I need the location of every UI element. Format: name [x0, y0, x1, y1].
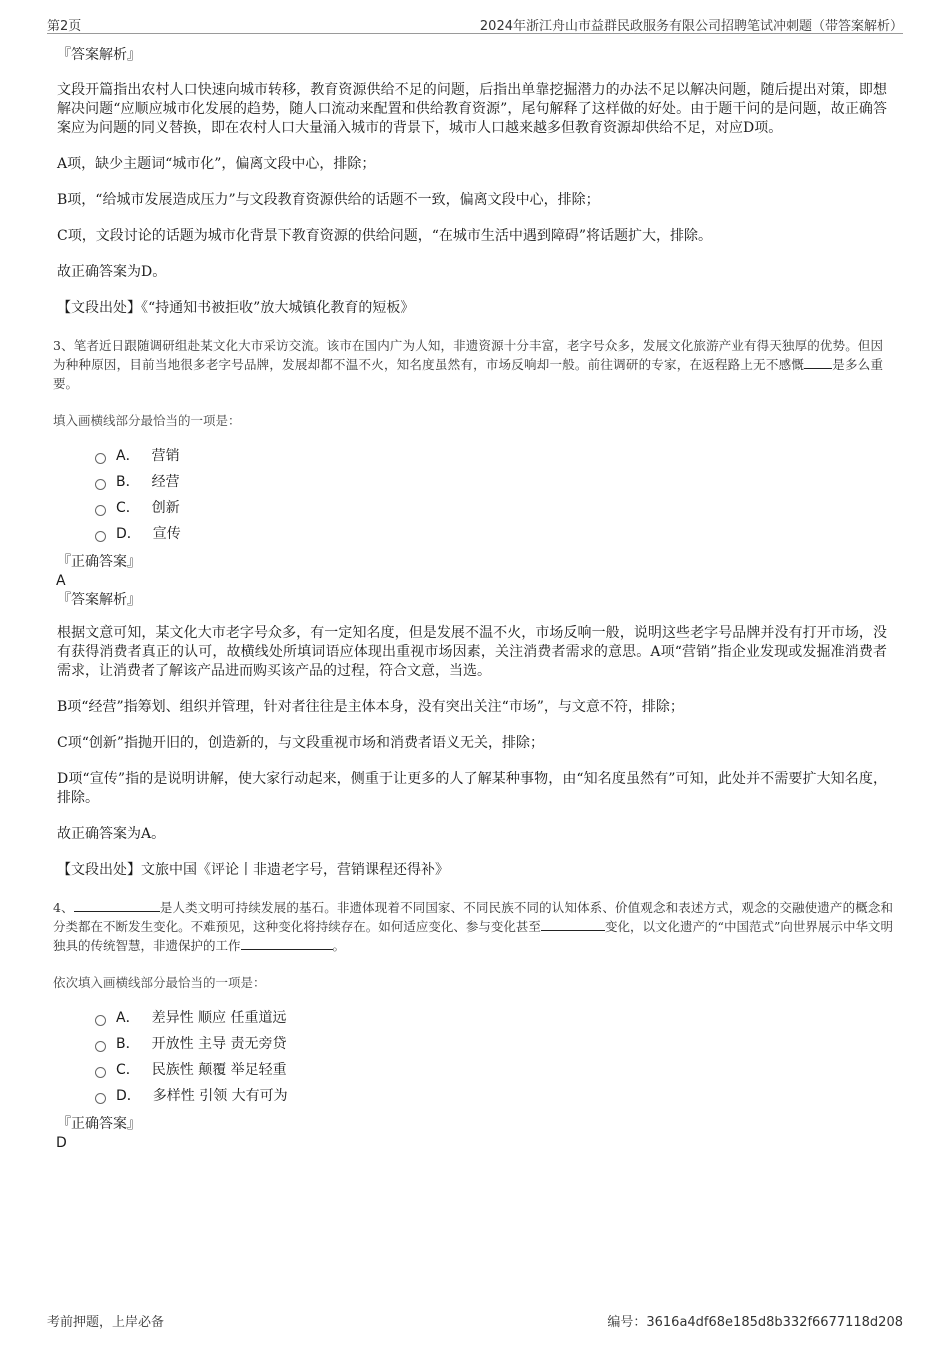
option-text: 经营 [151, 474, 180, 490]
option-text: 差异性 顺应 任重道远 [151, 1010, 287, 1026]
analysis-conclusion: 故正确答案为D。 [57, 264, 167, 280]
option-text: 宣传 [152, 526, 181, 542]
question-3-options [57, 443, 903, 547]
radio-icon[interactable] [95, 1041, 106, 1052]
question-4-blank-3 [241, 937, 333, 950]
question-3-stem [53, 336, 883, 393]
option-a[interactable]: A． 营销 [95, 443, 903, 469]
analysis-option-b: B项“经营”指筹划、组织并管理，针对者往往是主体本身，没有突出关注“市场”，与文意不符，排除； [57, 699, 684, 715]
question-4-blank-2 [541, 918, 605, 931]
option-c[interactable]: C． 创新 [95, 495, 903, 521]
analysis-paragraph: 根据文意可知，某文化大市老字号众多，有一定知名度，但是发展不温不火，市场反响一般，说明这些老字号品牌并没有打开市场，没有获得消费者真正的认可，故横线处所填词语应体现出重视市场因素，关注消费者需求的意思。A项“营销”指企业发现或发掘准消费者需求，让消费者了解该产品进而购买该产品的过程，符合文意，当选。 [57, 625, 887, 679]
analysis-label: 『答案解析』 [57, 592, 141, 608]
passage-source: 【文段出处】文旅中国《评论丨非遗老字号，营销课程还得补》 [57, 862, 449, 878]
question-3-prompt: 填入画横线部分最恰当的一项是： [53, 413, 241, 428]
document-code [607, 1311, 903, 1330]
option-text: 创新 [151, 500, 180, 516]
analysis-option-a: A项，缺少主题词“城市化”，偏离文段中心，排除； [57, 156, 376, 172]
analysis-option-c: C项，文段讨论的话题为城市化背景下教育资源的供给问题，“在城市生活中遇到障碍”将话题扩大，排除。 [57, 228, 713, 244]
option-d[interactable]: D． 多样性 引领 大有可为 [95, 1083, 903, 1109]
option-b[interactable]: B． 经营 [95, 469, 903, 495]
question-4-stem [53, 898, 893, 955]
question-4-prompt: 依次填入画横线部分最恰当的一项是： [53, 975, 266, 990]
analysis-label: 『答案解析』 [57, 47, 141, 63]
page-number: 第2页 [47, 19, 82, 34]
question-4-options [57, 1005, 903, 1109]
radio-icon[interactable] [95, 1067, 106, 1078]
option-text: 民族性 颠覆 举足轻重 [151, 1062, 287, 1078]
radio-icon[interactable] [95, 1015, 106, 1026]
question-4-blank-1 [74, 899, 160, 912]
option-d[interactable]: D． 宣传 [95, 521, 903, 547]
question-4-stem-text-2: 变化，以文化遗产的“中国范式”向世界展示中华文明独具的传统智慧，非遗保护的工作 [53, 919, 893, 953]
question-4-stem-text-1: 是人类文明可持续发展的基石。非遗体现着不同国家、不同民族不同的认知体系、价值观念和表述方式，观念的交融使遗产的概念和分类都在不断发生变化。不难预见，这种变化将持续存在。如何适应变化、参与变化甚至 [53, 900, 893, 934]
correct-answer-label: 『正确答案』 [57, 554, 141, 570]
radio-icon[interactable] [95, 531, 106, 542]
analysis-option-b: B项，“给城市发展造成压力”与文段教育资源供给的话题不一致，偏离文段中心，排除； [57, 192, 600, 208]
page-header [47, 11, 903, 34]
analysis-option-d: D项“宣传”指的是说明讲解，使大家行动起来，侧重于让更多的人了解某种事物，由“知名度虽然有”可知，此处并不需要扩大知名度，排除。 [57, 771, 887, 806]
correct-answer: D [56, 1135, 67, 1151]
question-3-stem-after: 是多么重要。 [53, 357, 883, 391]
option-c[interactable]: C． 民族性 颠覆 举足轻重 [95, 1057, 903, 1083]
analysis-conclusion: 故正确答案为A。 [57, 826, 166, 842]
radio-icon[interactable] [95, 479, 106, 490]
radio-icon[interactable] [95, 1093, 106, 1104]
option-a[interactable]: A． 差异性 顺应 任重道远 [95, 1005, 903, 1031]
option-text: 营销 [151, 448, 180, 464]
document-title: 2024年浙江舟山市益群民政服务有限公司招聘笔试冲刺题（带答案解析） [479, 19, 903, 34]
question-3-stem-text: 3、笔者近日跟随调研组赴某文化大市采访交流。该市在国内广为人知，非遗资源十分丰富，老字号众多，发展文化旅游产业有得天独厚的优势。但因为种种原因，目前当地很多老字号品牌，发展却都不温不火，知名度虽然有，市场反响却一般。前往调研的专家，在返程路上无不感慨 [53, 338, 883, 372]
code-value: 3616a4df68e185d8b332f6677118d208 [646, 1315, 903, 1330]
passage-source: 【文段出处】《“持通知书被拒收”放大城镇化教育的短板》 [57, 300, 415, 316]
radio-icon[interactable] [95, 505, 106, 516]
page-content [53, 44, 903, 1153]
code-label: 编号： [607, 1315, 647, 1330]
option-text: 开放性 主导 责无旁贷 [151, 1036, 287, 1052]
question-3-blank [804, 356, 832, 369]
footer-slogan: 考前押题，上岸必备 [47, 1315, 165, 1330]
question-4-stem-text-3: 。 [332, 938, 346, 953]
option-b[interactable]: B． 开放性 主导 责无旁贷 [95, 1031, 903, 1057]
option-text: 多样性 引领 大有可为 [152, 1088, 288, 1104]
question-4-number: 4、 [53, 900, 74, 915]
correct-answer-label: 『正确答案』 [57, 1116, 141, 1132]
analysis-paragraph: 文段开篇指出农村人口快速向城市转移，教育资源供给不足的问题，后指出单靠挖掘潜力的办法不足以解决问题，随后提出对策，即想解决问题“应顺应城市化发展的趋势，随人口流动来配置和供给教育资源”，尾句解释了这样做的好处。由于题干问的是问题，故正确答案应为问题的同义替换，即在农村人口大量涌入城市的背景下，城市人口越来越多但教育资源却供给不足，对应D项。 [57, 82, 887, 136]
radio-icon[interactable] [95, 453, 106, 464]
analysis-option-c: C项“创新”指抛开旧的，创造新的，与文段重视市场和消费者语义无关，排除； [57, 735, 545, 751]
correct-answer: A [56, 573, 66, 589]
